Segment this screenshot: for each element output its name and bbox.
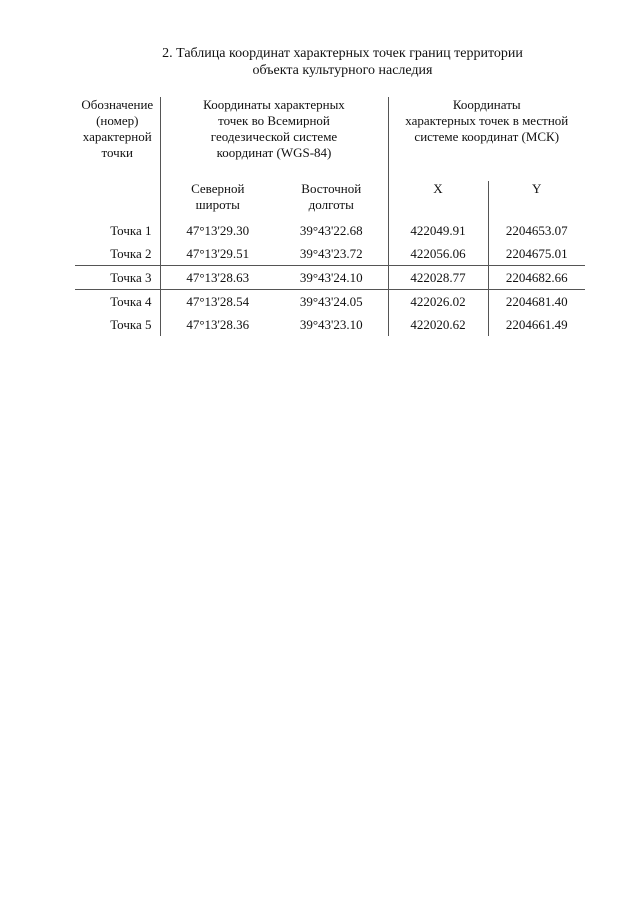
row-latitude: 47°13'28.63 (160, 266, 275, 290)
row-label: Точка 1 (110, 223, 152, 238)
row-x: 422028.77 (388, 266, 488, 290)
subheader-x: X (388, 181, 488, 219)
page-title (75, 45, 610, 79)
row-longitude: 39°43'24.10 (275, 266, 388, 290)
row-y: 2204653.07 (488, 219, 585, 242)
row-label: Точка 4 (75, 290, 160, 314)
row-x: 422049.91 (388, 219, 488, 242)
title-line-1: 2. Таблица координат характерных точек границ территории (162, 46, 523, 61)
row-x: 422020.62 (388, 313, 488, 336)
row-longitude: 39°43'22.68 (299, 223, 363, 238)
row-x: 422026.02 (388, 290, 488, 314)
table-row (75, 219, 585, 242)
header-wgs84: Координаты характерных точек во Всемирной геодезической системе координат (WGS-84) (160, 97, 388, 181)
row-label: Точка 3 (75, 266, 160, 290)
row-latitude: 47°13'29.30 (160, 219, 275, 242)
row-y: 2204675.01 (488, 242, 585, 266)
row-label: Точка 2 (110, 246, 152, 261)
row-y: 2204681.40 (488, 290, 585, 314)
table-header-row (75, 97, 585, 181)
row-latitude: 47°13'28.54 (160, 290, 275, 314)
row-longitude: 39°43'23.72 (299, 246, 363, 261)
table-subheader-row (75, 181, 585, 219)
table-row (75, 290, 585, 314)
row-longitude: 39°43'23.10 (299, 317, 363, 332)
table-row (75, 266, 585, 290)
header-designation: Обозначение (номер) характерной точки (81, 97, 154, 160)
row-latitude: 47°13'29.51 (160, 242, 275, 266)
table-row (75, 242, 585, 266)
row-longitude: 39°43'24.05 (275, 290, 388, 314)
row-label: Точка 5 (110, 317, 152, 332)
row-y: 2204682.66 (488, 266, 585, 290)
coordinates-table (75, 97, 585, 336)
subheader-y: Y (488, 181, 585, 219)
row-latitude: 47°13'28.36 (160, 313, 275, 336)
table-row (75, 313, 585, 336)
subheader-north: Северной широты (160, 181, 275, 219)
header-msk: Координаты характерных точек в местной системе координат (МСК) (388, 97, 585, 181)
row-y: 2204661.49 (488, 313, 585, 336)
title-line-2: объекта культурного наследия (252, 63, 433, 78)
subheader-east: Восточной долготы (301, 181, 362, 212)
row-x: 422056.06 (388, 242, 488, 266)
